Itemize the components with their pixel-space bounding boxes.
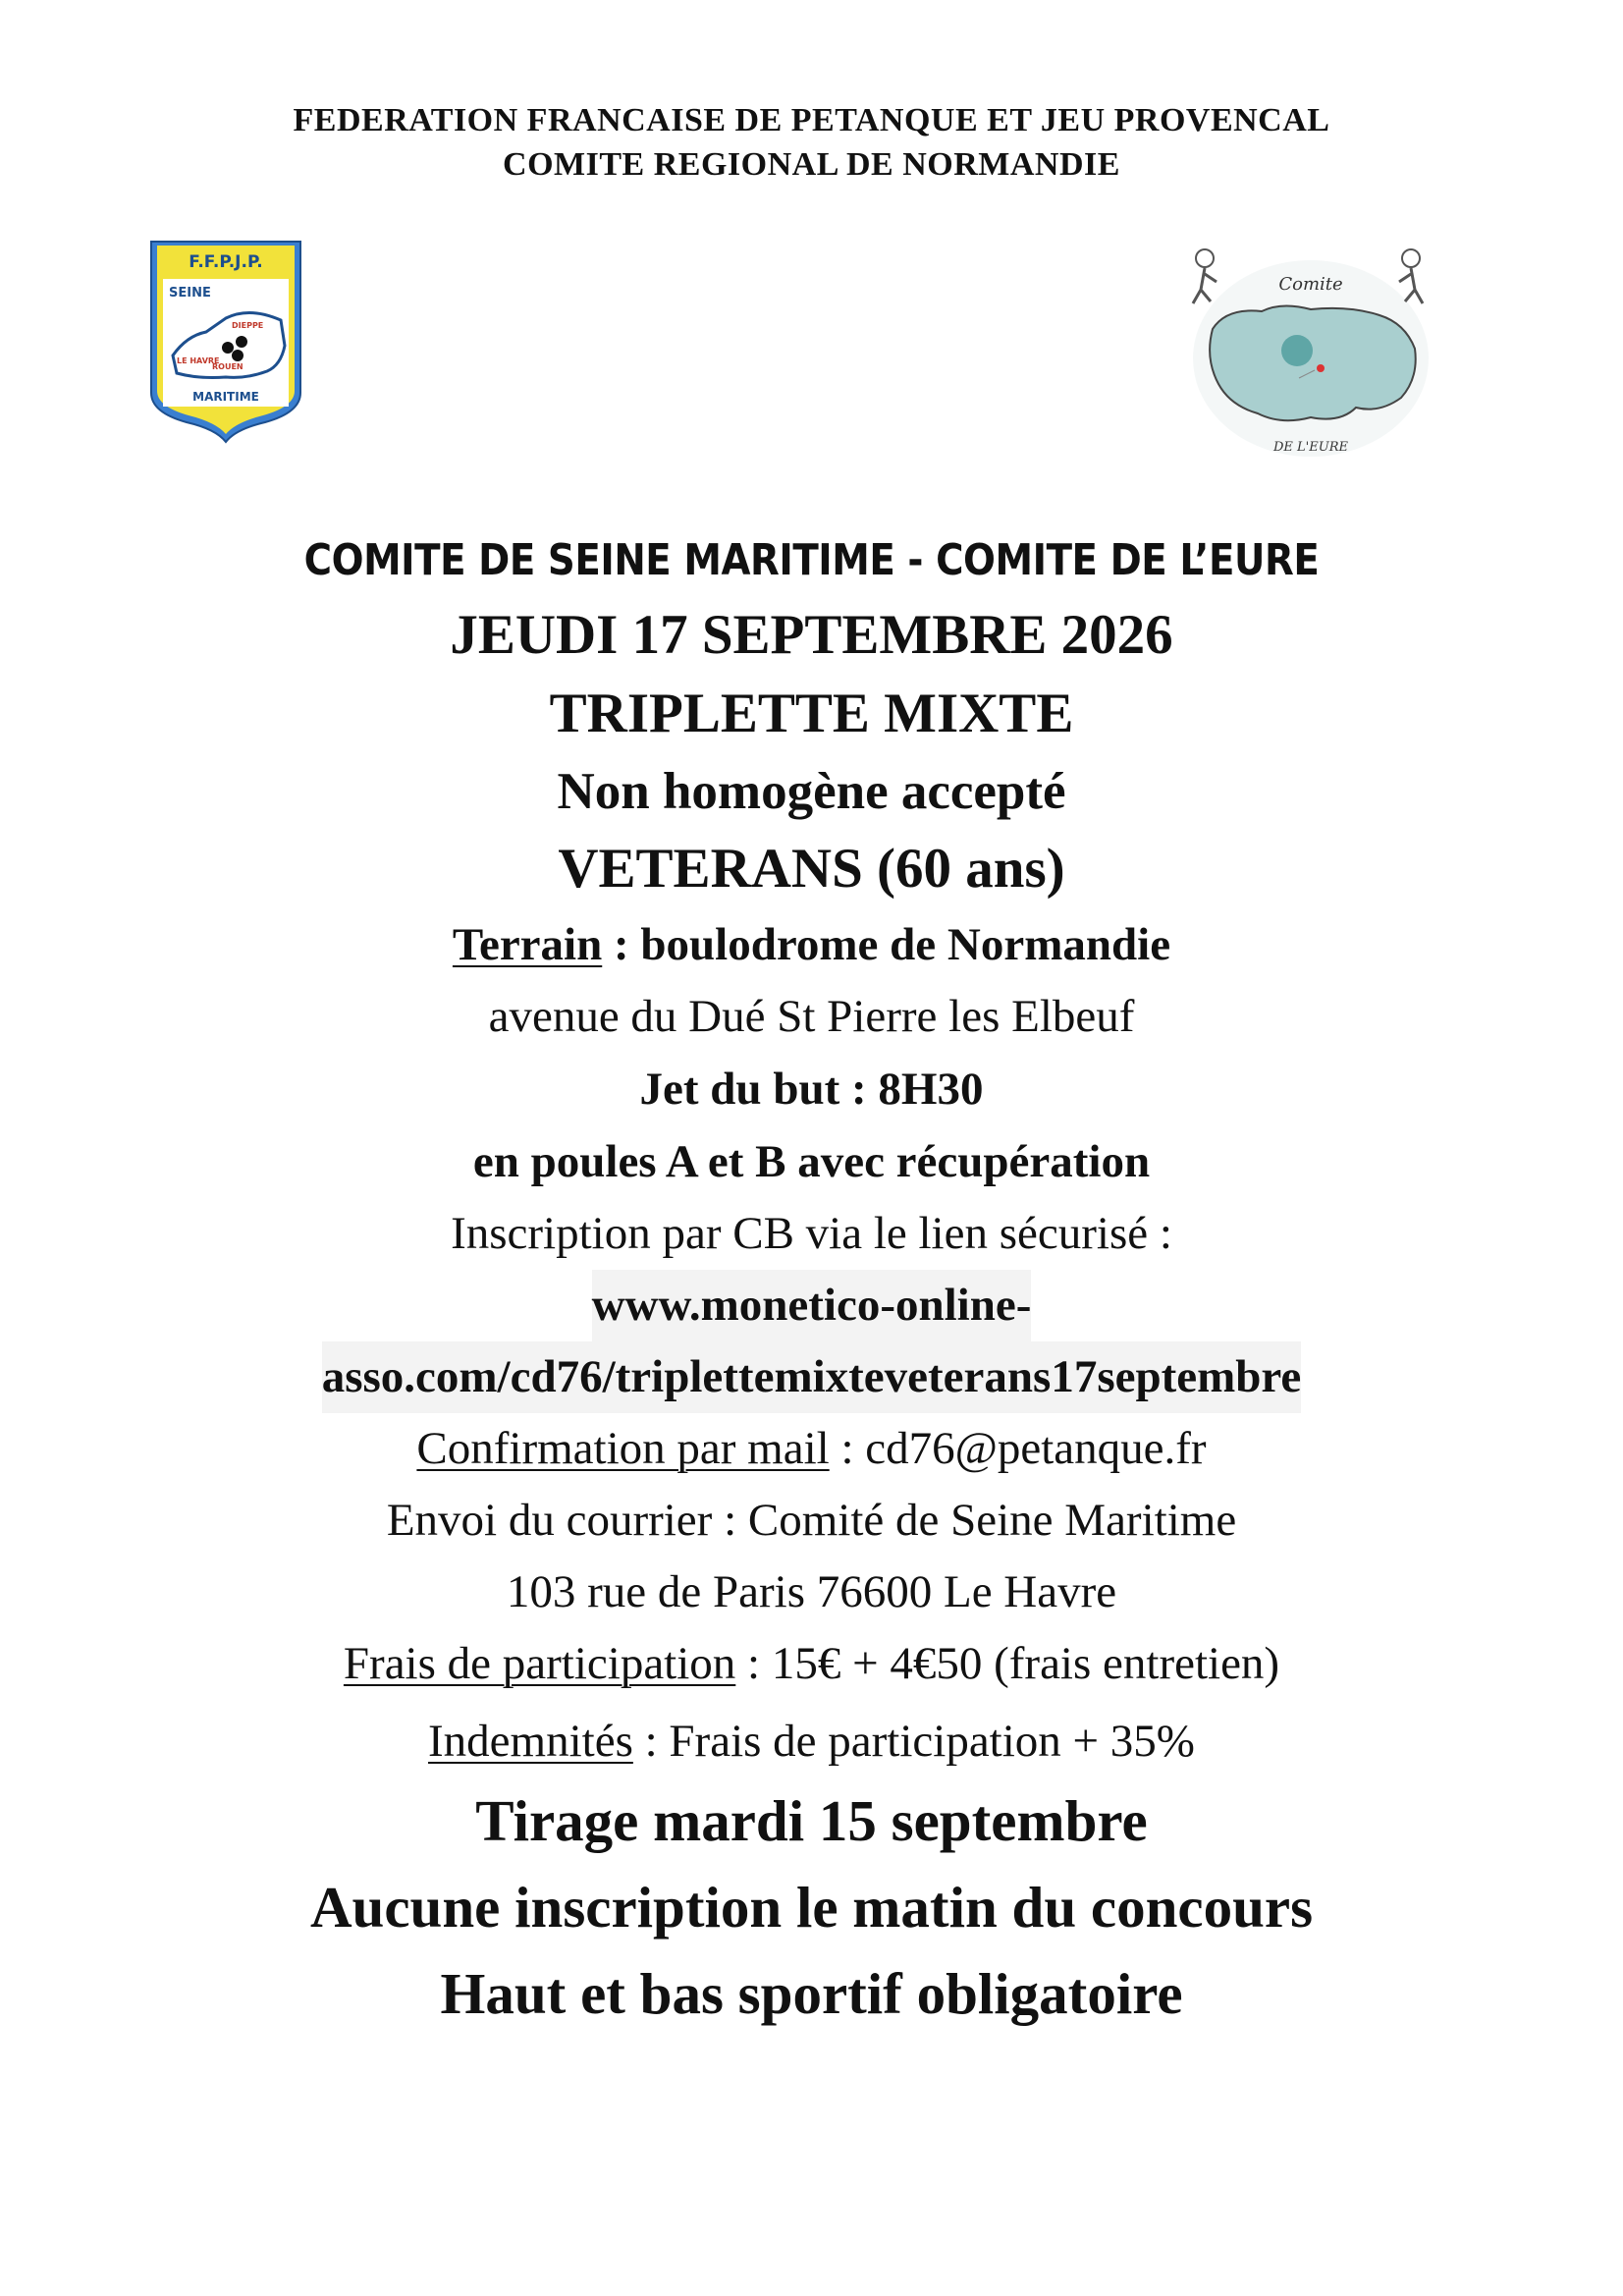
flyer-content <box>0 525 1623 2037</box>
fees-line <box>0 1628 1623 1700</box>
terrain-line <box>0 908 1623 981</box>
homogeneity-note: Non homogène accepté <box>557 763 1066 820</box>
jet-du-but: Jet du but : 8H30 <box>639 1064 984 1115</box>
indemnities-label: Indemnités <box>428 1716 633 1767</box>
eure-map-logo-icon <box>1183 241 1438 466</box>
event-format: TRIPLETTE MIXTE <box>549 683 1074 744</box>
fees-label: Frais de participation <box>343 1638 736 1689</box>
mail-address: 103 rue de Paris 76600 Le Havre <box>506 1566 1117 1617</box>
federation-title: FEDERATION FRANCAISE DE PETANQUE ET JEU PROVENCAL <box>293 102 1330 138</box>
indemnities-value: : Frais de participation + 35% <box>632 1716 1195 1767</box>
maritime-logo-text: MARITIME <box>192 390 259 404</box>
le-havre-logo-text: LE HAVRE <box>177 356 220 365</box>
no-morning-registration: Aucune inscription le matin du concours <box>309 1875 1314 1940</box>
ffpjp-logo-text: F.F.P.J.P. <box>189 252 263 272</box>
shield-logo-icon <box>147 238 304 444</box>
fees-value: : 15€ + 4€50 (frais entretien) <box>735 1638 1280 1689</box>
terrain-value: : boulodrome de Normandie <box>602 919 1171 970</box>
registration-url-part2[interactable]: asso.com/cd76/triplettemixteveterans17septembre <box>322 1341 1302 1413</box>
rouen-logo-text: ROUEN <box>212 362 243 371</box>
header <box>0 98 1623 187</box>
registration-info: Inscription par CB via le lien sécurisé : <box>451 1208 1172 1259</box>
de-l-eure-logo-text: DE L'EURE <box>1273 440 1348 455</box>
registration-url-part1[interactable]: www.monetico-online- <box>592 1270 1032 1341</box>
event-date: JEUDI 17 SEPTEMBRE 2026 <box>450 604 1173 666</box>
organizing-committees: COMITE DE SEINE MARITIME - COMITE DE L’EURE <box>303 535 1320 585</box>
ffpjp-seine-maritime-logo <box>147 238 304 444</box>
confirmation-label: Confirmation par mail <box>416 1423 830 1474</box>
registration-link-cont[interactable] <box>0 1341 1623 1413</box>
mail-recipient: Envoi du courrier : Comité de Seine Maritime <box>386 1495 1237 1546</box>
comite-logo-text: Comite <box>1278 274 1343 295</box>
indemnities-line <box>0 1706 1623 1777</box>
comite-eure-logo <box>1183 241 1438 466</box>
regional-committee-title: COMITE REGIONAL DE NORMANDIE <box>503 146 1120 183</box>
registration-link[interactable] <box>0 1270 1623 1341</box>
dieppe-logo-text: DIEPPE <box>232 321 264 330</box>
venue-address: avenue du Dué St Pierre les Elbeuf <box>488 991 1135 1042</box>
pools-info: en poules A et B avec récupération <box>472 1136 1151 1187</box>
confirmation-email: : cd76@petanque.fr <box>829 1423 1207 1474</box>
confirmation-line <box>0 1413 1623 1485</box>
draw-date: Tirage mardi 15 septembre <box>475 1788 1148 1853</box>
age-category: VETERANS (60 ans) <box>558 838 1065 900</box>
seine-logo-text: SEINE <box>169 286 211 301</box>
dress-code: Haut et bas sportif obligatoire <box>440 1961 1183 2026</box>
terrain-label: Terrain <box>452 919 603 970</box>
